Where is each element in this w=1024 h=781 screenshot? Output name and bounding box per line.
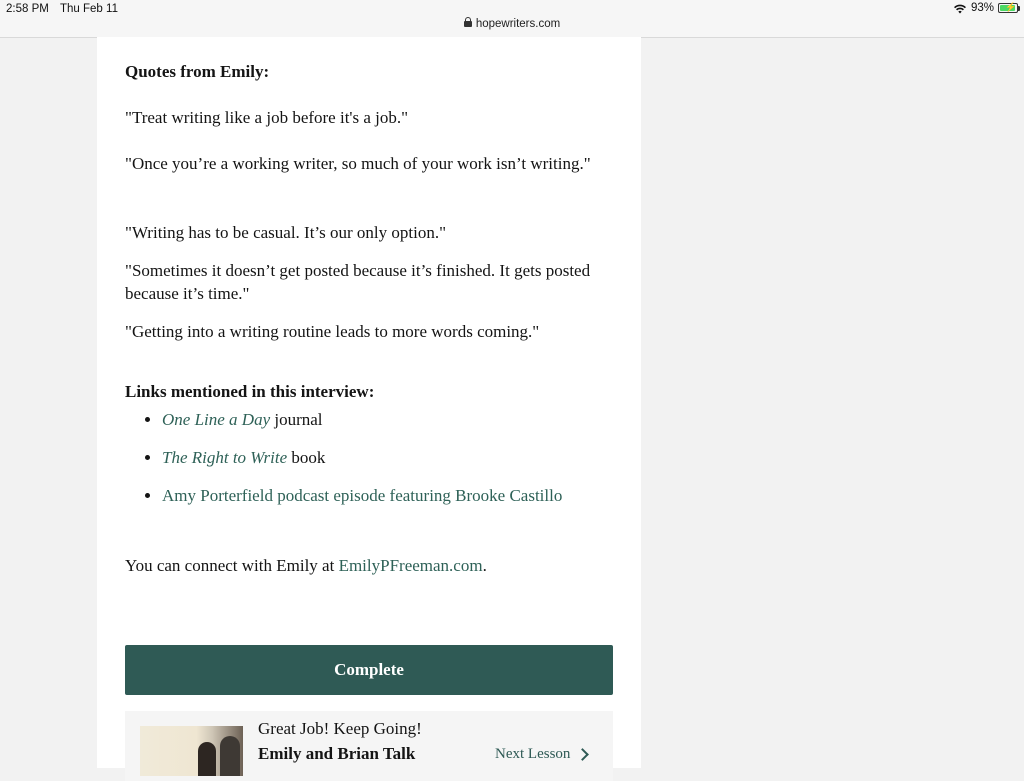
battery-icon: [998, 3, 1018, 13]
status-date: Thu Feb 11: [60, 3, 118, 15]
battery-percent: 93%: [970, 2, 994, 14]
connect-prefix: You can connect with Emily at: [125, 556, 339, 575]
thumbnail-person: [198, 742, 216, 776]
quote-item: "Treat writing like a job before it's a job.": [125, 108, 409, 127]
list-item: [162, 446, 642, 469]
address-bar[interactable]: [0, 18, 1024, 30]
quote-item: "Sometimes it doesn’t get posted because it’s finished. It gets posted because it’s time.": [125, 261, 591, 303]
links-heading: Links mentioned in this interview:: [125, 382, 375, 401]
next-lesson-link[interactable]: [495, 746, 587, 763]
browser-status-bar: [0, 0, 1024, 38]
quote-item: "Writing has to be casual. It’s our only option.": [125, 223, 447, 242]
link-emilypfreeman[interactable]: EmilyPFreeman.com: [338, 556, 483, 575]
card-kicker: Great Job! Keep Going!: [258, 719, 422, 738]
wifi-icon: [953, 3, 967, 14]
connect-suffix: .: [482, 556, 487, 575]
next-lesson-label: Next Lesson: [495, 746, 571, 762]
quotes-heading: Quotes from Emily:: [125, 62, 270, 81]
quote-item: "Once you’re a working writer, so much of your work isn’t writing.": [125, 154, 591, 173]
next-lesson-card[interactable]: [125, 711, 613, 781]
quote-item: "Getting into a writing routine leads to more words coming.": [125, 322, 540, 341]
link-suffix: journal: [270, 410, 323, 429]
url-text: hopewriters.com: [475, 18, 561, 30]
article-column: [97, 37, 641, 768]
link-one-line-a-day[interactable]: One Line a Day: [162, 410, 271, 429]
status-indicators: [953, 2, 1018, 14]
links-list: [125, 408, 642, 522]
status-time: 2:58 PM: [6, 3, 49, 15]
lesson-thumbnail: [140, 726, 243, 776]
chevron-right-icon: [577, 748, 590, 761]
link-right-to-write[interactable]: The Right to Write: [162, 448, 288, 467]
next-lesson-title: Emily and Brian Talk: [258, 744, 416, 763]
complete-button[interactable]: Complete: [125, 645, 613, 695]
list-item: [162, 484, 642, 507]
list-item: [162, 408, 642, 431]
lock-icon: [464, 21, 472, 27]
charging-bolt-icon: ⚡: [1005, 2, 1017, 12]
thumbnail-person: [220, 736, 240, 776]
connect-text: [125, 554, 615, 577]
link-amy-porterfield-podcast[interactable]: Amy Porterfield podcast episode featuring Brooke Castillo: [162, 486, 563, 505]
link-suffix: book: [287, 448, 326, 467]
